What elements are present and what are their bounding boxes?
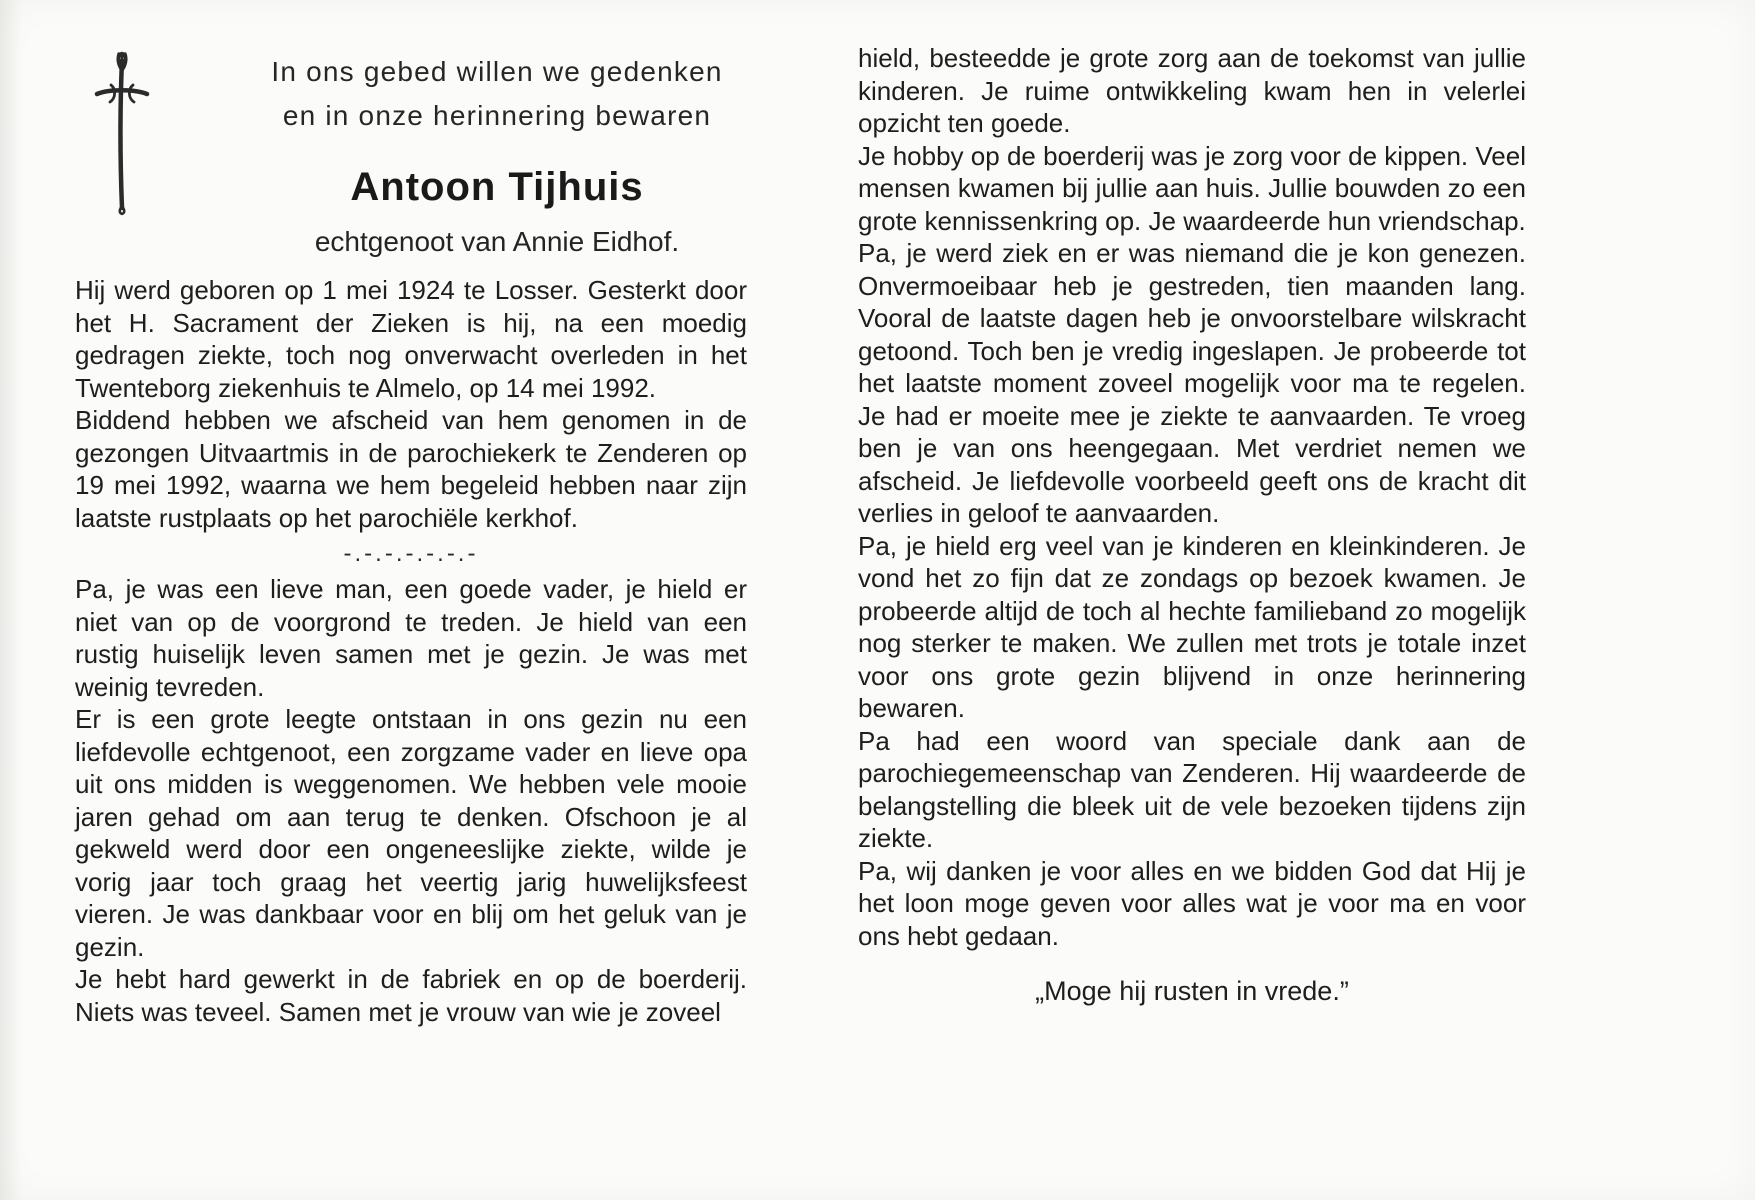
deceased-name: Antoon Tijhuis xyxy=(350,165,644,209)
left-body-text xyxy=(75,274,747,1028)
card-header xyxy=(75,0,747,260)
paragraph-parish-thanks: Pa had een woord van speciale dank aan de parochiegemeenschap van Zenderen. Hij waardeerde de belangstelling die bleek uit de vele bezoeken tijdens zijn ziekte. xyxy=(858,725,1526,853)
paragraph-work: Je hebt hard gewerkt in de fabriek en op de boerderij. Niets was teveel. Samen met je vrouw van wie je zoveel xyxy=(75,964,747,1027)
relation-line: echtgenoot van Annie Eidhof. xyxy=(314,226,680,257)
paragraph-hobby: Je hobby op de boerderij was je zorg voor de kippen. Veel mensen kwamen bij jullie aan huis. Jullie bouwden zo een grote kennissenkring op. Je waardeerde hun vriendschap. xyxy=(858,140,1526,236)
paragraph-children: hield, besteedde je grote zorg aan de toekomst van jullie kinderen. Je ruime ontwikkeling kwam hen in velerlei opzicht ten goede. xyxy=(858,43,1526,138)
paragraph-family: Er is een grote leegte ontstaan in ons gezin nu een liefdevolle echtgenoot, een zorgzame vader en lieve opa uit ons midden is weggenomen. We hebben vele mooie jaren gehad om aan terug te denken. Ofschoon je al gekweld werd door een ongeneeslijke ziekte, wilde je vorig jaar toch graag het veertig jarig huwelijksfeest vieren. Je was dankbaar voor en blij om het geluk van je gezin. xyxy=(75,704,747,962)
paragraph-grandchildren: Pa, je hield erg veel van je kinderen en kleinkinderen. Je vond het zo fijn dat ze zondags op bezoek kwamen. Je probeerde altijd de toch al hechte familieband zo mogelijk nog sterker te maken. We zullen met trots je totale inzet voor ons grote gezin blijvend in onze herinnering bewaren. xyxy=(858,530,1526,723)
right-body-text xyxy=(858,42,1526,952)
section-divider: -.-.-.-.-.-.- xyxy=(343,540,479,567)
cross-icon xyxy=(89,48,155,216)
right-column xyxy=(858,42,1526,1008)
paragraph-funeral: Biddend hebben we afscheid van hem genomen in de gezongen Uitvaartmis in de parochiekerk te Zenderen op 19 mei 1992, waarna we hem begeleid hebben naar zijn laatste rustplaats op het parochiële kerkhof. xyxy=(75,405,747,533)
intro-line-1: In ons gebed willen we gedenken xyxy=(271,56,723,87)
paragraph-final-thanks: Pa, wij danken je voor alles en we bidden God dat Hij je het loon moge geven voor alles wat je voor ma en voor ons hebt gedaan. xyxy=(858,855,1526,951)
paragraph-birth-death: Hij werd geboren op 1 mei 1924 te Losser. Gesterkt door het H. Sacrament der Zieken is hij, na een moedig gedragen ziekte, toch nog onverwacht overleden in het Twenteborg ziekenhuis te Almelo, op 14 mei 1992. xyxy=(75,275,747,403)
paragraph-character: Pa, je was een lieve man, een goede vader, je hield er niet van op de voorgrond te treden. Je hield van een rustig huiselijk leven samen met je gezin. Je was met weinig tevreden. xyxy=(75,574,747,702)
closing-quote: „Moge hij rusten in vrede.” xyxy=(1035,976,1349,1006)
left-column xyxy=(75,0,747,1028)
intro-text xyxy=(75,0,747,138)
intro-line-2: en in onze herinnering bewaren xyxy=(282,100,712,131)
paragraph-illness: Pa, je werd ziek en er was niemand die je kon genezen. Onvermoeibaar heb je gestreden, tien maanden lang. Vooral de laatste dagen heb je onvoorstelbare wilskracht getoond. Toch ben je vredig ingeslapen. Je probeerde tot het laatste moment zoveel mogelijk voor ma te regelen. Je had er moeite mee je ziekte te aanvaarden. Te vroeg ben je van ons heengegaan. Met verdriet nemen we afscheid. Je liefdevolle voorbeeld geeft ons de kracht dit verlies in geloof te aanvaarden. xyxy=(858,238,1526,528)
